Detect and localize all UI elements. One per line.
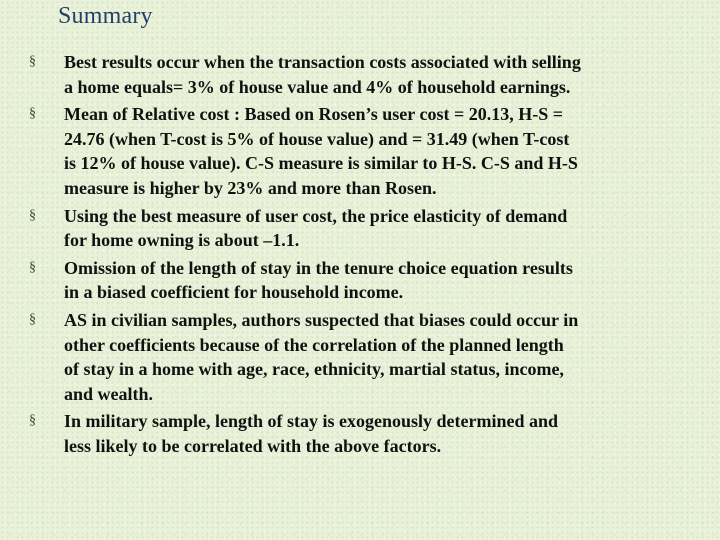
bullet-marker-icon: § bbox=[29, 311, 36, 327]
bullet-line: for home owning is about –1.1. bbox=[64, 230, 300, 251]
bullet-item bbox=[0, 409, 720, 458]
bullet-line: less likely to be correlated with the above factors. bbox=[64, 435, 442, 456]
bullet-line: a home equals= 3% of house value and 4% of household earnings. bbox=[64, 76, 571, 97]
bullet-line: Omission of the length of stay in the tenure choice equation results bbox=[64, 257, 573, 278]
bullet-item bbox=[0, 256, 720, 305]
bullet-marker-icon: § bbox=[29, 54, 36, 69]
bullet-item bbox=[0, 102, 720, 200]
bullet-line: 24.76 (when T-cost is 5% of house value) and = 31.49 (when T-cost bbox=[64, 128, 570, 149]
bullet-line: AS in civilian samples, authors suspected that biases could occur in bbox=[64, 309, 579, 330]
bullet-line: Mean of Relative cost : Based on Rosen’s user cost = 20.13, H-S = bbox=[64, 104, 563, 125]
bullet-item bbox=[0, 308, 720, 406]
bullet-list bbox=[0, 50, 720, 462]
bullet-line: of stay in a home with age, race, ethnicity, martial status, income, bbox=[64, 359, 564, 380]
bullet-line: Using the best measure of user cost, the price elasticity of demand bbox=[64, 205, 568, 226]
bullet-line: In military sample, length of stay is exogenously determined and bbox=[64, 411, 559, 432]
bullet-item bbox=[0, 50, 720, 99]
bullet-item bbox=[0, 204, 720, 253]
bullet-line: measure is higher by 23% and more than Rosen. bbox=[64, 177, 437, 198]
bullet-line: other coefficients because of the correlation of the planned length bbox=[64, 334, 564, 355]
bullet-line: in a biased coefficient for household income. bbox=[64, 282, 404, 303]
bullet-line: is 12% of house value). C-S measure is similar to H-S. C-S and H-S bbox=[64, 153, 578, 174]
bullet-marker-icon: § bbox=[29, 413, 36, 429]
bullet-line: and wealth. bbox=[64, 383, 154, 404]
bullet-marker-icon: § bbox=[29, 106, 36, 122]
bullet-marker-icon: § bbox=[29, 207, 36, 223]
bullet-line: Best results occur when the transaction costs associated with selling bbox=[64, 52, 581, 72]
bullet-marker-icon: § bbox=[29, 259, 36, 275]
slide-title: Summary bbox=[58, 3, 153, 29]
